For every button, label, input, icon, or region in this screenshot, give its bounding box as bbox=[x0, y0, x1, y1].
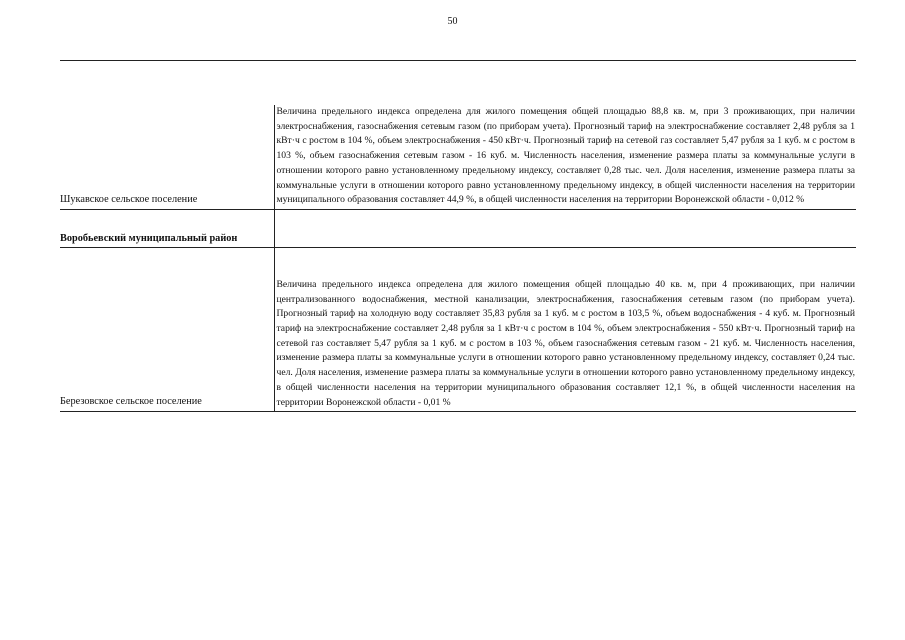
table-top-border-row bbox=[60, 61, 856, 106]
index-table bbox=[60, 60, 856, 412]
section-title: Воробьевский муниципальный район bbox=[60, 209, 274, 247]
table-row bbox=[60, 105, 856, 209]
settlement-description bbox=[274, 105, 856, 209]
settlement-name: Шукавское сельское поселение bbox=[60, 105, 274, 209]
table-row bbox=[60, 278, 856, 412]
settlement-name: Березовское сельское поселение bbox=[60, 278, 274, 412]
table-row-spacer bbox=[60, 247, 856, 278]
settlement-description bbox=[274, 278, 856, 412]
section-header-row bbox=[60, 209, 856, 247]
description-text: Величина предельного индекса определена для жилого помещения общей площадью 88,8 кв. м, при 3 проживающих, при наличии электроснабжения, газоснабжения сетевым газом (по приборам учета). Прогнозный тариф на электроснабжение составляет 2,48 рубля за 1 кВт·ч с ростом в 104 %, объем электроснабжения - 450 кВт·ч. Прогнозный тариф на сетевой газ составляет 5,47 рубля за 1 куб. м с ростом в 103 %, объем газоснабжения сетевым газом - 16 куб. м. Численность населения, изменение размера платы за коммунальные услуги в отношении которого равно установленному предельному индексу, составляет 0,28 тыс. чел. Доля населения, изменение размера платы за коммунальные услуги в отношении которого равно установленному предельному индексу, в общей численности населения на территории муниципального образования составляет 44,9 %, в общей численности населения на территории Воронежской области - 0,012 % bbox=[276, 106, 855, 206]
section-blank-cell bbox=[274, 209, 856, 247]
description-text: Величина предельного индекса определена для жилого помещения общей площадью 40 кв. м, при 4 проживающих, при наличии централизованного водоснабжения, местной канализации, электроснабжения, газоснабжения сетевым газом (по приборам учета). Прогнозный тариф на холодную воду составляет 35,83 рубля за 1 куб. м с ростом в 103,5 %, объем водоснабжения - 4 куб. м. Прогнозный тариф на электроснабжение составляет 2,48 рубля за 1 кВт·ч с ростом в 104 %, объем электроснабжения - 550 кВт·ч. Прогнозный тариф на сетевой газ составляет 5,47 рубля за 1 куб. м с ростом в 103 %, объем газоснабжения сетевым газом - 21 куб. м. Численность населения, изменение размера платы за коммунальные услуги в отношении которого равно установленному предельному индексу, составляет 0,24 тыс. чел. Доля населения, изменение размера платы за коммунальные услуги в отношении которого равно установленному предельному индексу, в общей численности населения на территории муниципального образования составляет 12,1 %, в общей численности населения на территории Воронежской области - 0,01 % bbox=[276, 278, 855, 408]
page-number: 50 bbox=[447, 16, 458, 27]
